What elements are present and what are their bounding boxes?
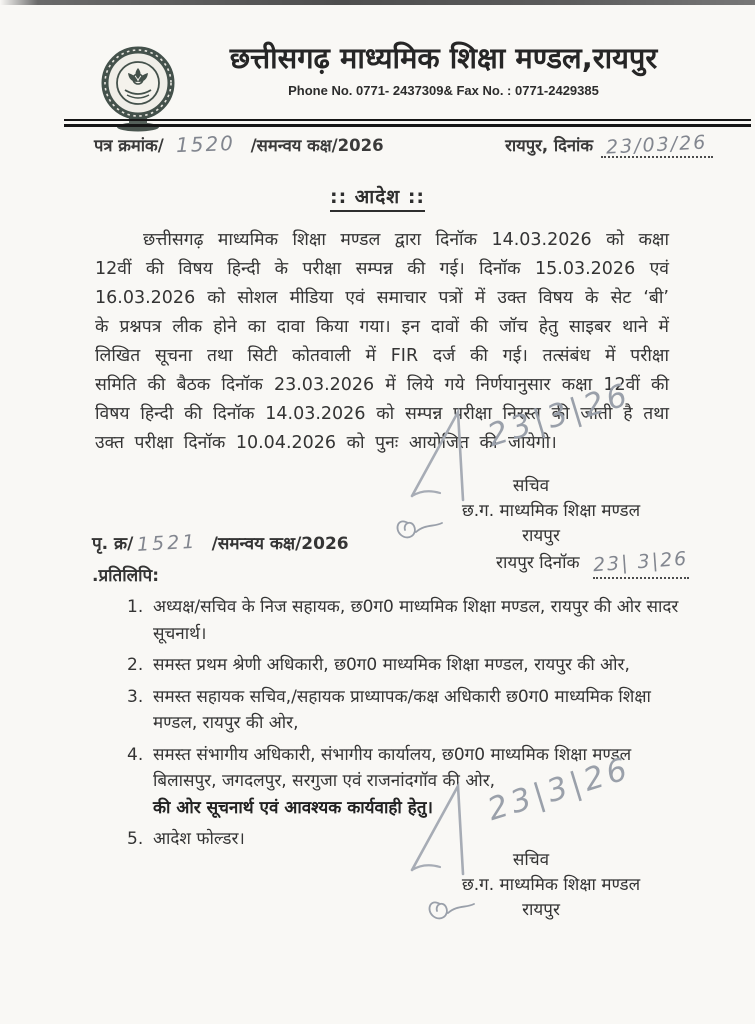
signatory-title: सचिव <box>512 850 550 870</box>
signatory-org-text: छ.ग. माध्यमिक शिक्षा मण्डल <box>461 875 641 895</box>
list-number: 5. <box>127 829 144 850</box>
letter-number-label: पत्र क्रमांक/ <box>94 136 164 155</box>
list-text: समस्त प्रथम श्रेणी अधिकारी, छ0ग0 माध्यमिक शिक्षा मण्डल, रायपुर की ओर, <box>153 655 630 676</box>
list-item <box>127 594 681 647</box>
signature-mark-row <box>396 376 731 474</box>
signature-block-top <box>396 376 731 579</box>
endorsement-ref-suffix: /समन्वय कक्ष/2026 <box>211 534 349 554</box>
signature-date-label: रायपुर दिनॉक <box>496 553 580 573</box>
signature-mark-row <box>396 750 731 848</box>
endorsement-number-handwritten: 1521 <box>136 530 199 556</box>
endorsement-block <box>92 531 349 586</box>
coordination-cell-label: /समन्वय कक्ष/2026 <box>250 136 384 155</box>
letter-number-handwritten: 1520 <box>175 131 236 158</box>
signatory-place: रायपुर <box>522 526 560 546</box>
order-title-wrap <box>0 183 755 209</box>
order-title: :: आदेश :: <box>330 186 425 212</box>
list-number: 1. <box>127 597 144 617</box>
copies-heading: .प्रतिलिपि: <box>92 566 160 586</box>
signatory-org <box>396 873 706 898</box>
signature-date-value-handwritten: 23| 3|26 <box>592 547 690 577</box>
date-handwritten: 23/03/26 <box>605 131 709 159</box>
org-name: छत्तीसगढ़ माध्यमिक शिक्षा मण्डल,रायपुर <box>229 41 658 75</box>
signature-date-dotted <box>593 549 689 579</box>
list-text-bold: की ओर सूचनार्थ एवं आवश्यक कार्यवाही हेतु। <box>153 797 433 818</box>
list-item <box>127 684 681 737</box>
initial-scribble-icon <box>392 515 450 545</box>
signature-date-handwritten: 23|3|26 <box>483 750 636 828</box>
signature-block-bottom <box>396 750 731 923</box>
signature-place-date-line <box>496 549 731 579</box>
initial-scribble-icon <box>424 896 482 926</box>
header-divider <box>64 119 751 127</box>
reference-line <box>94 132 713 158</box>
signature-date-handwritten: 23|3|26 <box>483 376 636 454</box>
place-date-label: रायपुर, दिनांक <box>505 136 593 155</box>
list-text-main: समस्त संभागीय अधिकारी, संभागीय कार्यालय, छ0ग0 माध्यमिक शिक्षा मण्डल बिलासपुर, जगदलपुर, सरगुजा एवं राजनांदगॉव की ओर, <box>153 744 632 792</box>
signatory-title: सचिव <box>512 476 550 496</box>
phone-fax-line: Phone No. 0771- 2437309& Fax No. : 0771-2429385 <box>288 83 599 99</box>
list-text: अध्यक्ष/सचिव के निज सहायक, छ0ग0 माध्यमिक शिक्षा मण्डल, रायपुर की ओर सादर सूचनार्थ। <box>153 597 679 644</box>
endorsement-ref-label: पृ. क्र/ <box>92 534 134 554</box>
signatory-place-text: रायपुर <box>522 900 560 920</box>
list-item <box>127 652 681 679</box>
scan-edge-artifact <box>0 0 755 5</box>
list-number: 3. <box>127 686 144 707</box>
order-body-paragraph: छत्तीसगढ़ माध्यमिक शिक्षा मण्डल द्वारा दिनॉक 14.03.2026 को कक्षा 12वीं की विषय हिन्दी के परीक्षा सम्पन्न की गई। दिनॉक 15.03.2026 एवं 16.03.2026 को सोशल मीडिया एवं समाचार पत्रों में उक्त विषय के सेट ‘बी’ के प्रश्नपत्र लीक होने का दावा किया गया। इन दावों की जॉच हेतु साइबर थाने में लिखित सूचना तथा सिटी कोतवाली में FIR दर्ज की गई। तत्संबंध में परीक्षा समिति की बैठक दिनॉक 23.03.2026 में लिये गये निर्णयानुसार कक्षा 12वीं की विषय हिन्दी की दिनॉक 14.03.2026 को सम्पन्न परीक्षा निरस्त की जाती है तथा उक्त परीक्षा दिनॉक 10.04.2026 को पुनः आयोजित की जायेगी। <box>95 230 669 454</box>
signatory-place <box>396 898 686 923</box>
list-text: आदेश फोल्डर। <box>153 829 245 850</box>
letterhead-text <box>178 40 705 98</box>
endorsement-ref-line <box>92 531 349 554</box>
list-number: 2. <box>127 655 144 676</box>
list-text: समस्त सहायक सचिव,/सहायक प्राध्यापक/कक्ष अधिकारी छ0ग0 माध्यमिक शिक्षा मण्डल, रायपुर की ओर, <box>153 686 651 734</box>
list-number: 4. <box>127 744 144 765</box>
date-dotted-line <box>601 131 713 159</box>
signatory-org-text: छ.ग. माध्यमिक शिक्षा मण्डल <box>461 501 641 521</box>
signatory-org <box>396 499 706 524</box>
